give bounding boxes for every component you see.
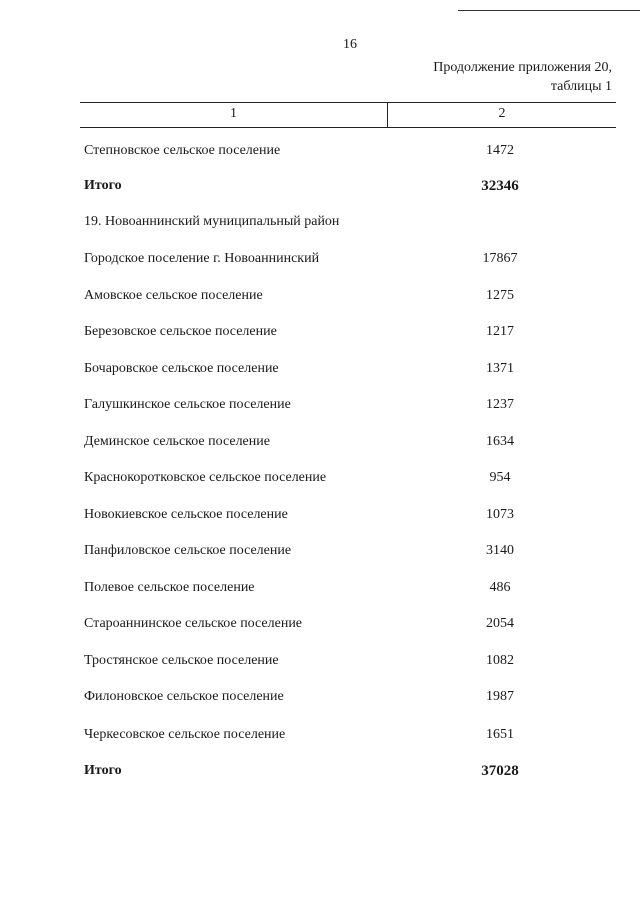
row-value: 3140 [486,543,514,558]
row-name: Итого [84,763,122,778]
row-value: 32346 [481,178,519,194]
row-value: 1634 [486,434,514,449]
row-value: 486 [489,580,511,595]
table-row [0,361,640,381]
table-row [0,616,640,636]
row-name: Панфиловское сельское поселение [84,543,292,558]
table-row [0,434,640,454]
table-row [0,251,640,271]
row-value: 954 [489,470,511,485]
row-value: 1472 [486,143,514,158]
row-name: Галушкинское сельское поселение [84,397,291,412]
row-value: 17867 [482,251,518,266]
row-value: 1987 [486,689,514,704]
header-bottom-rule [80,127,616,128]
table-row [0,727,640,747]
row-name: Деминское сельское поселение [84,434,270,449]
row-value: 1371 [486,361,514,376]
row-name: Филоновское сельское поселение [84,689,284,704]
table-row-section [0,214,640,234]
row-value: 1237 [486,397,514,412]
row-name: Тростянское сельское поселение [84,653,279,668]
header-top-rule [80,102,616,103]
row-name: Бочаровское сельское поселение [84,361,279,376]
row-name: Амовское сельское поселение [84,288,263,303]
row-name: Городское поселение г. Новоаннинский [84,251,320,266]
table-row [0,143,640,163]
scan-edge-line [458,10,640,11]
row-value: 1073 [486,507,514,522]
table-row [0,580,640,600]
table-row [0,653,640,673]
continuation-line-1: Продолжение приложения 20, [433,60,612,75]
row-name: Полевое сельское поселение [84,580,255,595]
row-value: 1275 [486,288,514,303]
continuation-note [433,58,612,96]
row-name: Березовское сельское поселение [84,324,277,339]
section-title: 19. Новоаннинский муниципальный район [84,214,340,229]
row-value: 1651 [486,727,514,742]
continuation-line-2: таблицы 1 [550,79,612,94]
row-name: Черкесовское сельское поселение [84,727,286,742]
header-col-2: 2 [498,106,506,121]
header-col-1: 1 [230,106,237,121]
table-row [0,324,640,344]
row-name: Степновское сельское поселение [84,143,281,158]
table-row [0,507,640,527]
table-row-total [0,178,640,198]
row-value: 2054 [486,616,514,631]
table-row [0,689,640,709]
row-value: 37028 [481,763,519,779]
row-value: 1082 [486,653,514,668]
table-row [0,470,640,490]
table-row-total [0,763,640,783]
row-name: Краснокоротковское сельское поселение [84,470,327,485]
table-row [0,288,640,308]
row-name: Староаннинское сельское поселение [84,616,303,631]
table-row [0,397,640,417]
row-name: Новокиевское сельское поселение [84,507,288,522]
page-number: 16 [343,37,357,52]
table-row [0,543,640,563]
row-value: 1217 [486,324,514,339]
row-name: Итого [84,178,122,193]
